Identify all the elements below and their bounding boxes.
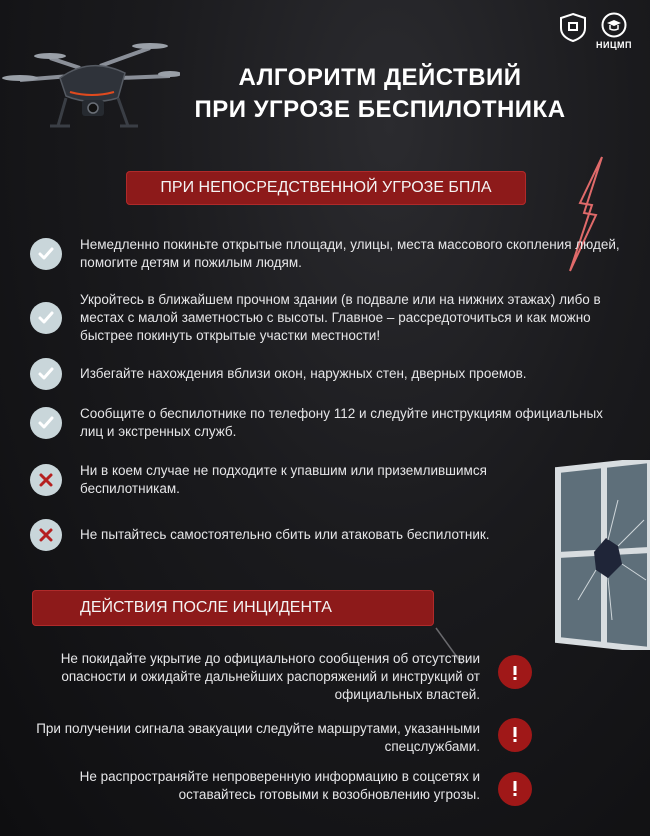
section-heading-after-incident: ДЕЙСТВИЯ ПОСЛЕ ИНЦИДЕНТА xyxy=(32,590,434,626)
graduation-cap-icon xyxy=(601,12,627,38)
list-item-text: Не распространяйте непроверенную информацию в соцсетях и оставайтесь готовыми к возобновлению угрозы. xyxy=(79,769,480,802)
list-item xyxy=(30,405,626,441)
list-item-text: Немедленно покиньте открытые площади, улицы, места массового скопления людей, помогите детям и пожилым людям. xyxy=(80,237,620,270)
list-item xyxy=(30,236,626,272)
list-item-text: Не покидайте укрытие до официального сообщения об отсутствии опасности и ожидайте дальнейших распоряжений и инструкций от официальных властей. xyxy=(60,651,480,702)
list-item xyxy=(30,462,550,498)
list-item xyxy=(30,291,626,345)
warning-icon xyxy=(498,772,532,806)
title-line-1: АЛГОРИТМ ДЕЙСТВИЙ xyxy=(238,64,522,91)
broken-window-illustration xyxy=(548,460,650,650)
title-line-2: ПРИ УГРОЗЕ БЕСПИЛОТНИКА xyxy=(194,96,566,123)
list-item-text: Укройтесь в ближайшем прочном здании (в подвале или на нижних этажах) либо в местах с малой заметностью с высоты. Главное – рассредоточиться и как можно быстрее покинуть открытые участки местности! xyxy=(80,292,601,343)
list-item-text: Избегайте нахождения вблизи окон, наружных стен, дверных проемов. xyxy=(80,366,527,381)
cross-icon xyxy=(30,464,62,496)
page-title xyxy=(160,62,600,126)
list-item xyxy=(10,650,480,704)
list-item-text: Сообщите о беспилотнике по телефону 112 и следуйте инструкциям официальных лиц и экстренных служб. xyxy=(80,406,603,439)
check-icon xyxy=(30,238,62,270)
list-item-text: При получении сигнала эвакуации следуйте маршрутами, указанными спецслужбами. xyxy=(36,721,480,754)
institution-badge-icon xyxy=(558,12,588,42)
check-icon xyxy=(30,302,62,334)
nicmp-logo-text: НИЦМП xyxy=(595,40,632,50)
warning-icon xyxy=(498,655,532,689)
list-item xyxy=(30,519,530,551)
warning-icon xyxy=(498,718,532,752)
nicmp-logo xyxy=(596,12,632,50)
list-item xyxy=(30,358,626,390)
check-icon xyxy=(30,407,62,439)
header-logos xyxy=(558,12,632,50)
section-heading-immediate-threat: ПРИ НЕПОСРЕДСТВЕННОЙ УГРОЗЕ БПЛА xyxy=(126,171,526,205)
list-item-text: Ни в коем случае не подходите к упавшим или приземлившимся беспилотникам. xyxy=(80,463,487,496)
cross-icon xyxy=(30,519,62,551)
list-item xyxy=(10,768,480,804)
list-item-text: Не пытайтесь самостоятельно сбить или атаковать беспилотник. xyxy=(80,527,490,542)
check-icon xyxy=(30,358,62,390)
drone-illustration xyxy=(0,18,180,138)
list-item xyxy=(10,720,480,756)
